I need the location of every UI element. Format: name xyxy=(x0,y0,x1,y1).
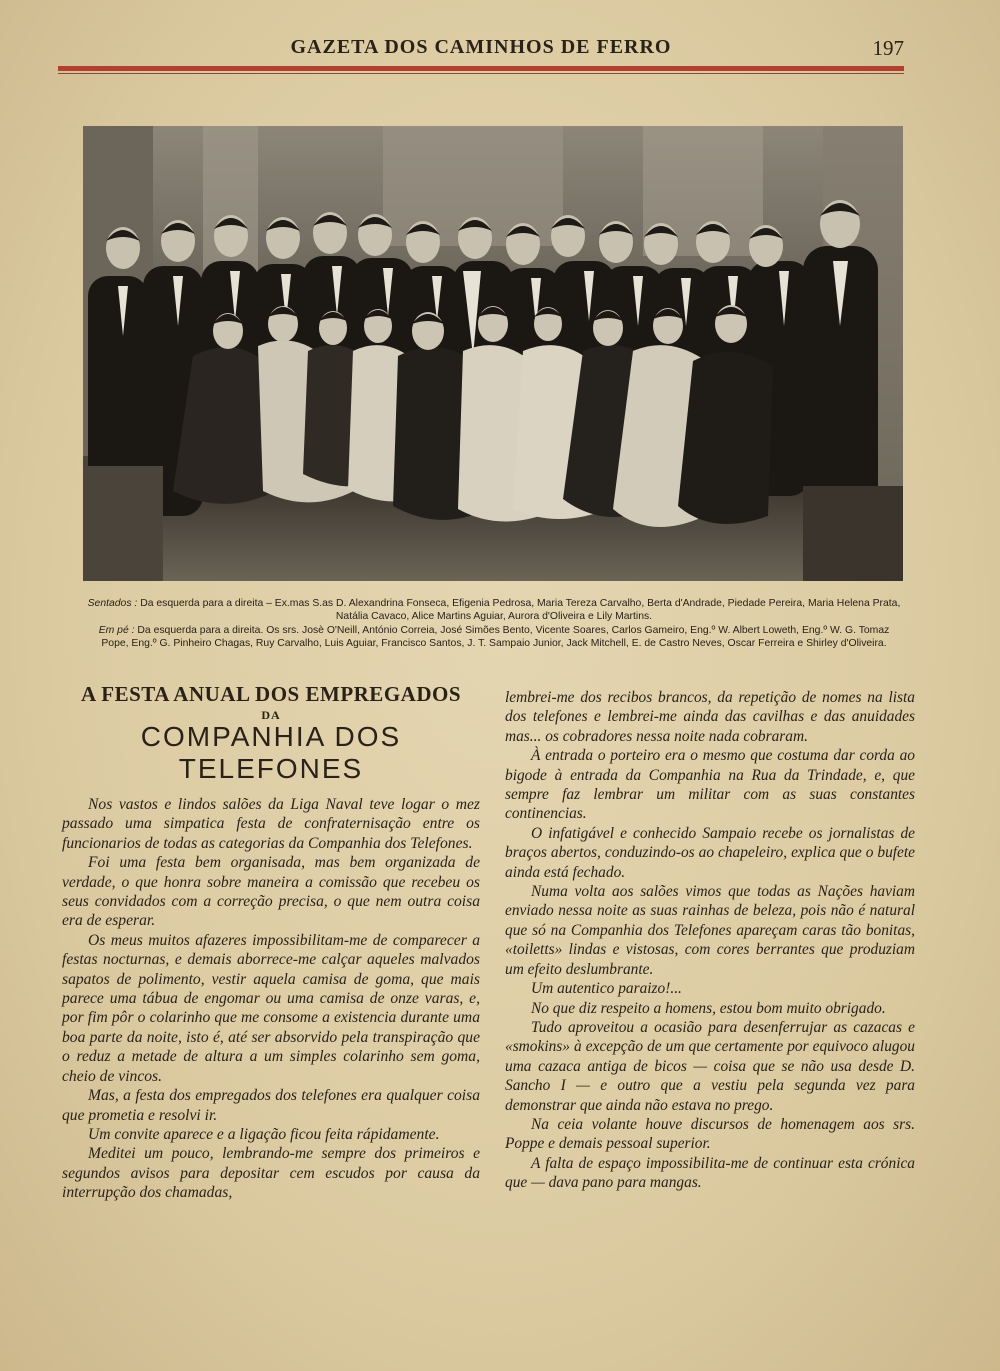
paragraph: Na ceia volante houve discursos de homenagem aos srs. Poppe e demais pessoal superior. xyxy=(505,1115,915,1153)
article-column-right xyxy=(505,688,915,1193)
group-photo xyxy=(83,126,903,581)
paragraph: O infatigável e conhecido Sampaio recebe os jornalistas de braços abertos, conduzindo-os ao chapeleiro, explica que o bufete ainda está fechado. xyxy=(505,824,915,881)
group-photo-image xyxy=(83,126,903,581)
paragraph: No que diz respeito a homens, estou bom muito obrigado. xyxy=(531,999,886,1017)
caption-standing xyxy=(84,624,904,651)
article-title-line3: COMPANHIA DOS TELEFONES xyxy=(140,721,402,784)
paragraph: Um autentico paraizo!... xyxy=(531,980,682,998)
paragraph: Nos vastos e lindos salões da Liga Naval teve logar o mez passado uma simpatica festa de confraternisação entre os funcionarios de todas as categorias da Companhia dos Telefones. xyxy=(62,796,480,852)
caption-seated-label: Sentados : xyxy=(87,598,138,609)
publication-title: GAZETA DOS CAMINHOS DE FERRO xyxy=(290,36,672,58)
caption-seated-text: Da esquerda para a direita – Ex.mas S.as D. Alexandrina Fonseca, Efigenia Pedrosa, Maria Tereza Carvalho, Berta d'Andrade, Piedade Pereira, Maria Helena Prata, Natália Cavaco, Alice Martins Aguiar, Aurora d'Oliveira e Lily Martins. xyxy=(140,598,901,623)
paragraph: Meditei um pouco, lembrando-me sempre dos primeiros e segundos avisos para depositar cem escudos por causa da interrupção dos chamadas, xyxy=(62,1145,480,1202)
paragraph: Tudo aproveitou a ocasião para desenferrujar as cazacas e «smokins» à excepção de um que certamente por equivoco alugou uma cazaca antiga de bicos — coisa que se não usa desde D. Sancho I — e outro que a vestiu pela segunda vez para demonstrar que ainda não estava no prego. xyxy=(505,1018,915,1114)
paragraph: A falta de espaço impossibilita-me de continuar esta crónica que — dava pano para mangas. xyxy=(505,1154,915,1192)
paragraph: Um convite aparece e a ligação ficou feita rápidamente. xyxy=(88,1125,440,1143)
paragraph: lembrei-me dos recibos brancos, da repetição de nomes na lista dos telefones e lembrei-me ainda das cavilhas e das anuidades mas... os cobradores nessa noite nada cobraram. xyxy=(505,689,915,745)
header-rule xyxy=(58,66,904,71)
article-column-left xyxy=(62,682,480,1203)
photo-caption xyxy=(84,597,904,651)
page-number: 197 xyxy=(872,36,904,60)
paragraph: Foi uma festa bem organisada, mas bem organizada de verdade, o que honra sobre maneira a comissão que recebeu os seus convidados com a correção precisa, o que nem outra coisa era de esperar. xyxy=(62,854,480,930)
caption-seated xyxy=(84,597,904,624)
caption-standing-label: Em pé : xyxy=(98,624,135,636)
page-header xyxy=(58,34,904,64)
article-title-line2: DA xyxy=(261,708,281,722)
article-title-line1: A FESTA ANUAL DOS EMPREGADOS xyxy=(80,682,461,706)
paragraph: Mas, a festa dos empregados dos telefones era qualquer coisa que prometia e resolvi ir. xyxy=(62,1087,480,1124)
paragraph: Os meus muitos afazeres impossibilitam-me de comparecer a festas nocturnas, e demais aborrece-me calçar aqueles malvados sapatos de polimento, vestir aquela camisa de goma, que mais parece uma tábua de engomar ou uma camisa de onze varas, e, por fim pôr o colarinho que me consome a existencia durante uma boa parte da noite, isto é, até ser absorvido pela transpiração que o reduz a metade de altura a um simples colarinho sem goma, cheio de vincos. xyxy=(62,931,480,1085)
caption-standing-text: Da esquerda para a direita. Os srs. Josè O'Neill, António Correia, José Simões Bento, Vicente Soares, Carlos Gameiro, Eng.º W. Albert Loweth, Eng.º W. G. Tomaz Pope, Eng.º G. Pinheiro Chagas, Ruy Carvalho, Luis Aguiar, Francisco Santos, J. T. Sampaio Junior, Jack Mitchell, E. de Castro Neves, Oscar Ferreira e Shirley d'Oliveira. xyxy=(101,624,890,650)
paragraph: Numa volta aos salões vimos que todas as Nações haviam enviado nessa noite as suas rainhas de beleza, pois não é natural que só na Companhia dos Telefones apareçam caras tão bonitas, «toiletts» lindas e vistosas, com cores berrantes que produziam um efeito deslumbrante. xyxy=(505,883,915,978)
header-rule-thin xyxy=(58,73,904,74)
paragraph: À entrada o porteiro era o mesmo que costuma dar corda ao bigode à entrada da Companhia na Rua da Trindade, e, que sempre faz lembrar um militar com as suas constantes continencias. xyxy=(505,747,915,823)
